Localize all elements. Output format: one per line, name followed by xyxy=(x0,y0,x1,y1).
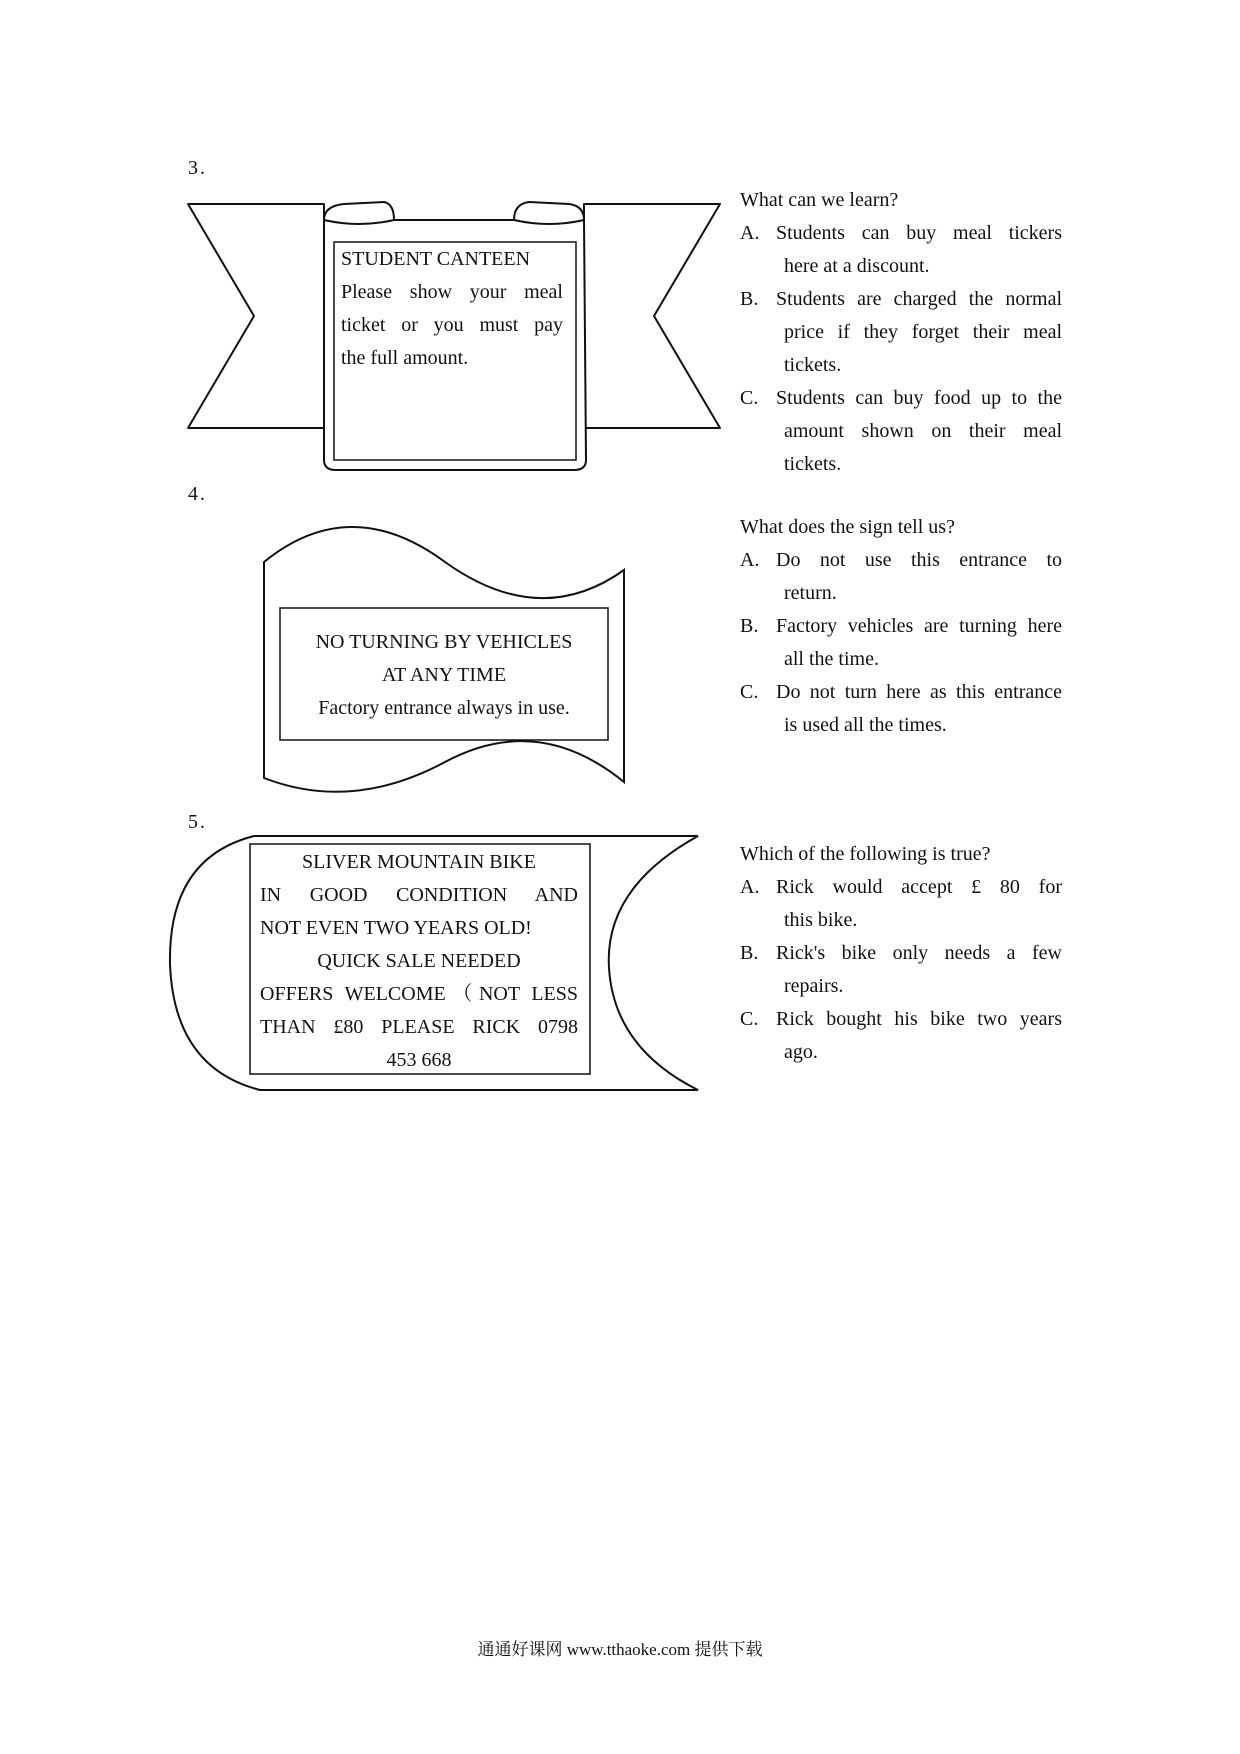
sign-line: STUDENT CANTEEN xyxy=(341,248,531,270)
sign-line: NOT EVEN TWO YEARS OLD! xyxy=(260,917,532,939)
option-c xyxy=(740,382,1062,481)
option-a xyxy=(740,544,1062,610)
sign-line: OFFERS WELCOME（NOT LESS xyxy=(260,983,578,1005)
option-text: Students can buy meal tickers xyxy=(776,222,1062,244)
sign-line: SLIVER MOUNTAIN BIKE xyxy=(302,851,536,873)
question-block-4 xyxy=(740,511,1062,742)
option-letter: A. xyxy=(740,876,760,898)
option-text: Do not use this entrance to xyxy=(776,549,1062,571)
option-letter: B. xyxy=(740,615,759,637)
sign-line: IN GOOD CONDITION AND xyxy=(260,884,578,906)
sign-text-canteen xyxy=(341,243,563,375)
sign-line: AT ANY TIME xyxy=(381,664,507,686)
question-number-4: 4. xyxy=(188,483,207,505)
option-text: is used all the times. xyxy=(784,714,947,736)
question-stem: Which of the following is true? xyxy=(740,843,991,865)
option-a xyxy=(740,217,1062,283)
sign-line: 453 668 xyxy=(386,1049,452,1071)
option-text: repairs. xyxy=(784,975,844,997)
option-letter: B. xyxy=(740,942,759,964)
question-number-5: 5. xyxy=(188,811,207,833)
option-text: Rick's bike only needs a few xyxy=(776,942,1062,964)
option-text: Rick would accept £ 80 for xyxy=(776,876,1062,898)
option-letter: A. xyxy=(740,222,760,244)
option-letter: C. xyxy=(740,387,759,409)
option-text: amount shown on their meal tickets. xyxy=(784,420,1062,475)
option-text: Students can buy food up to the xyxy=(776,387,1062,409)
sign-line: the full amount. xyxy=(341,347,469,369)
sign-text-bike-sale xyxy=(260,846,578,1077)
sign-line: ticket or you must pay xyxy=(341,314,563,336)
option-letter: C. xyxy=(740,681,759,703)
sign-text-no-turning xyxy=(280,626,608,725)
question-stem: What does the sign tell us? xyxy=(740,516,955,538)
question-stem: What can we learn? xyxy=(740,189,899,211)
option-a xyxy=(740,871,1062,937)
option-text: return. xyxy=(784,582,837,604)
option-text: here at a discount. xyxy=(784,255,930,277)
option-text: this bike. xyxy=(784,909,858,931)
sign-line: Please show your meal xyxy=(341,281,563,303)
option-text: ago. xyxy=(784,1041,818,1063)
sign-line: QUICK SALE NEEDED xyxy=(317,950,521,972)
option-c xyxy=(740,1003,1062,1069)
option-letter: C. xyxy=(740,1008,759,1030)
option-text: Students are charged the normal xyxy=(776,288,1062,310)
option-c xyxy=(740,676,1062,742)
option-text: Do not turn here as this entrance xyxy=(776,681,1062,703)
option-letter: B. xyxy=(740,288,759,310)
option-text: price if they forget their meal tickets. xyxy=(784,321,1062,376)
option-letter: A. xyxy=(740,549,760,571)
option-b xyxy=(740,283,1062,382)
question-block-3 xyxy=(740,184,1062,481)
question-block-5 xyxy=(740,838,1062,1069)
page-footer: 通通好课网 www.tthaoke.com 提供下载 xyxy=(477,1640,763,1659)
sign-line: NO TURNING BY VEHICLES xyxy=(315,631,573,653)
option-text: Factory vehicles are turning here xyxy=(776,615,1062,637)
option-text: all the time. xyxy=(784,648,879,670)
option-b xyxy=(740,610,1062,676)
question-number-3: 3. xyxy=(188,157,207,179)
option-text: Rick bought his bike two years xyxy=(776,1008,1062,1030)
sign-line: Factory entrance always in use. xyxy=(318,697,570,719)
sign-line: THAN £80 PLEASE RICK 0798 xyxy=(260,1016,578,1038)
option-b xyxy=(740,937,1062,1003)
